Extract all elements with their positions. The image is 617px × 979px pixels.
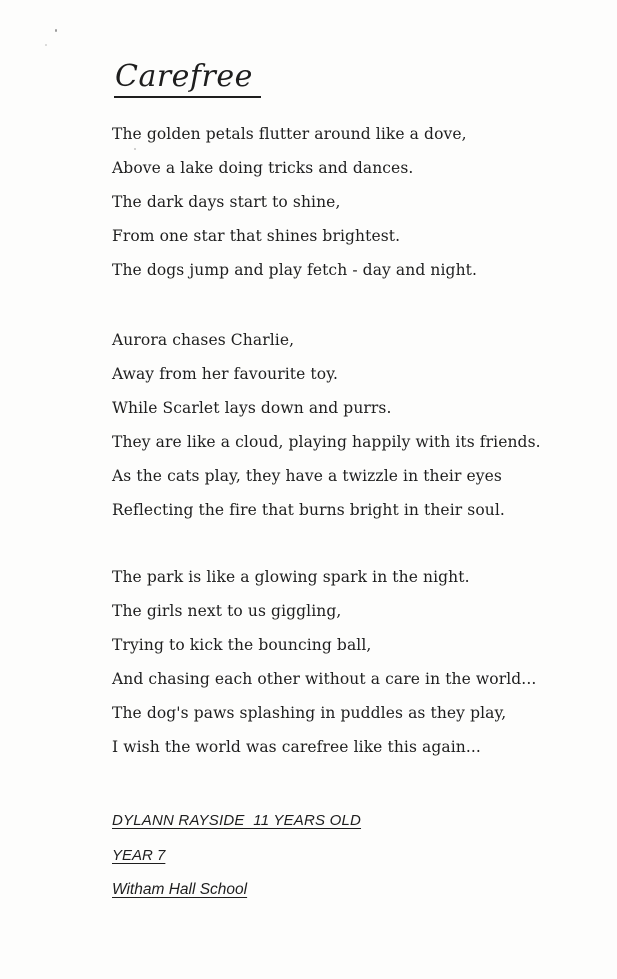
- poem-stanza-1: [112, 117, 577, 287]
- poem-line: I wish the world was carefree like this again...: [112, 738, 481, 756]
- poem-line: Above a lake doing tricks and dances.: [112, 159, 414, 177]
- poem-line: They are like a cloud, playing happily with its friends.: [112, 433, 541, 451]
- poem-line: While Scarlet lays down and purrs.: [112, 399, 392, 417]
- scan-speck: [45, 44, 48, 47]
- poem-line: The dogs jump and play fetch - day and night.: [112, 261, 478, 279]
- poem-line: And chasing each other without a care in the world...: [112, 670, 537, 688]
- poem-line: The girls next to us giggling,: [112, 602, 342, 620]
- attribution-author: DYLANN RAYSIDE 11 YEARS OLD: [112, 812, 362, 829]
- poem-line: From one star that shines brightest.: [112, 227, 401, 245]
- poem-line: As the cats play, they have a twizzle in their eyes: [112, 467, 502, 485]
- poem-title: Carefree: [114, 60, 261, 98]
- scan-speck: [55, 29, 57, 32]
- poem-line: Trying to kick the bouncing ball,: [112, 636, 372, 654]
- attribution-year: YEAR 7: [112, 846, 166, 864]
- poem-line: The park is like a glowing spark in the night.: [112, 568, 470, 586]
- poem-line: The dog's paws splashing in puddles as they play,: [112, 704, 507, 722]
- poem-line: Aurora chases Charlie,: [112, 331, 295, 349]
- poem-line: The dark days start to shine,: [112, 193, 341, 211]
- attribution-block: [112, 804, 361, 908]
- poem-stanza-2: [112, 323, 577, 527]
- poem-stanza-3: [112, 560, 577, 764]
- poem-line: The golden petals flutter around like a dove,: [112, 125, 467, 143]
- attribution-school: Witham Hall School: [112, 881, 248, 898]
- poem-line: Away from her favourite toy.: [112, 365, 339, 383]
- poem-line: Reflecting the fire that burns bright in their soul.: [112, 501, 505, 519]
